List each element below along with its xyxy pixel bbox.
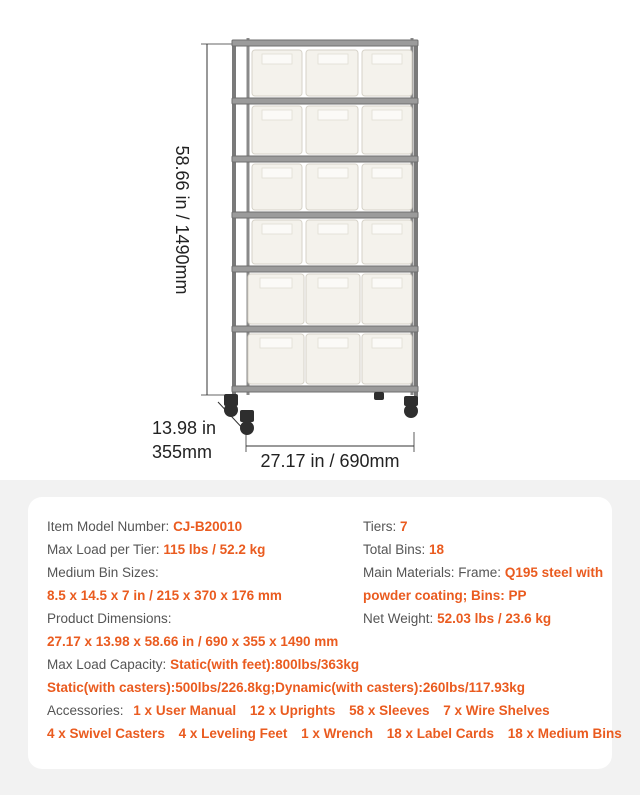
model-number-label: Item Model Number: <box>47 519 170 534</box>
net-weight-row <box>363 609 551 629</box>
swivel-casters <box>224 392 418 435</box>
materials-label: Main Materials: Frame: <box>363 565 502 580</box>
bin-sizes-value-row <box>47 586 282 606</box>
accessory-item: 4 x Swivel Casters <box>47 726 165 741</box>
bin-sizes-label-row <box>47 563 159 583</box>
max-load-per-tier-label: Max Load per Tier: <box>47 542 160 557</box>
product-dimensions-label-row <box>47 609 172 629</box>
total-bins-label: Total Bins: <box>363 542 426 557</box>
tiers-label: Tiers: <box>363 519 397 534</box>
total-bins-row <box>363 540 444 560</box>
model-number-row <box>47 517 242 537</box>
accessory-item: 18 x Medium Bins <box>507 726 622 741</box>
depth-inch-label: 13.98 in <box>152 418 217 438</box>
product-dimensions-label: Product Dimensions: <box>47 611 172 626</box>
bin-sizes-label: Medium Bin Sizes: <box>47 565 159 580</box>
materials-row <box>363 563 603 583</box>
max-load-per-tier-row <box>47 540 265 560</box>
width-dimension-label: 27.17 in / 690mm <box>260 451 400 471</box>
materials-value-line1: Q195 steel with <box>504 565 604 580</box>
max-load-capacity-row-2 <box>47 678 525 698</box>
materials-row-2 <box>363 586 527 606</box>
tiers-row <box>363 517 408 537</box>
max-load-per-tier-value: 115 lbs / 52.2 kg <box>163 542 266 557</box>
product-dimensions-value: 27.17 x 13.98 x 58.66 in / 690 x 355 x 1490 mm <box>47 634 339 649</box>
net-weight-value: 52.03 lbs / 23.6 kg <box>437 611 552 626</box>
accessory-item: 12 x Uprights <box>249 703 336 718</box>
tiers-value: 7 <box>400 519 408 534</box>
max-load-capacity-label: Max Load Capacity: <box>47 657 167 672</box>
bin-sizes-value: 8.5 x 14.5 x 7 in / 215 x 370 x 176 mm <box>47 588 282 603</box>
accessory-item: 1 x Wrench <box>301 726 373 741</box>
accessory-item: 1 x User Manual <box>133 703 237 718</box>
specifications-card <box>28 497 622 769</box>
accessory-item: 4 x Leveling Feet <box>178 726 288 741</box>
net-weight-label: Net Weight: <box>363 611 434 626</box>
accessory-item: 58 x Sleeves <box>349 703 430 718</box>
accessory-item: 18 x Label Cards <box>386 726 495 741</box>
product-dimensions-value-row <box>47 632 338 652</box>
accessory-item: 7 x Wire Shelves <box>443 703 550 718</box>
max-load-capacity-value-line2: Static(with casters):500lbs/226.8kg;Dynamic(with casters):260lbs/117.93kg <box>47 680 525 695</box>
materials-value-line2: powder coating; Bins: PP <box>363 588 527 603</box>
model-number-value: CJ-B20010 <box>173 519 243 534</box>
height-dimension-label: 58.66 in / 1490mm <box>172 145 192 295</box>
depth-mm-label: 355mm <box>152 442 213 462</box>
accessories-row-2 <box>47 724 632 744</box>
max-load-capacity-row <box>47 655 359 675</box>
total-bins-value: 18 <box>429 542 445 557</box>
max-load-capacity-value-line1: Static(with feet):800lbs/363kg <box>170 657 360 672</box>
accessories-row <box>47 701 560 721</box>
accessories-label: Accessories: <box>47 703 124 718</box>
